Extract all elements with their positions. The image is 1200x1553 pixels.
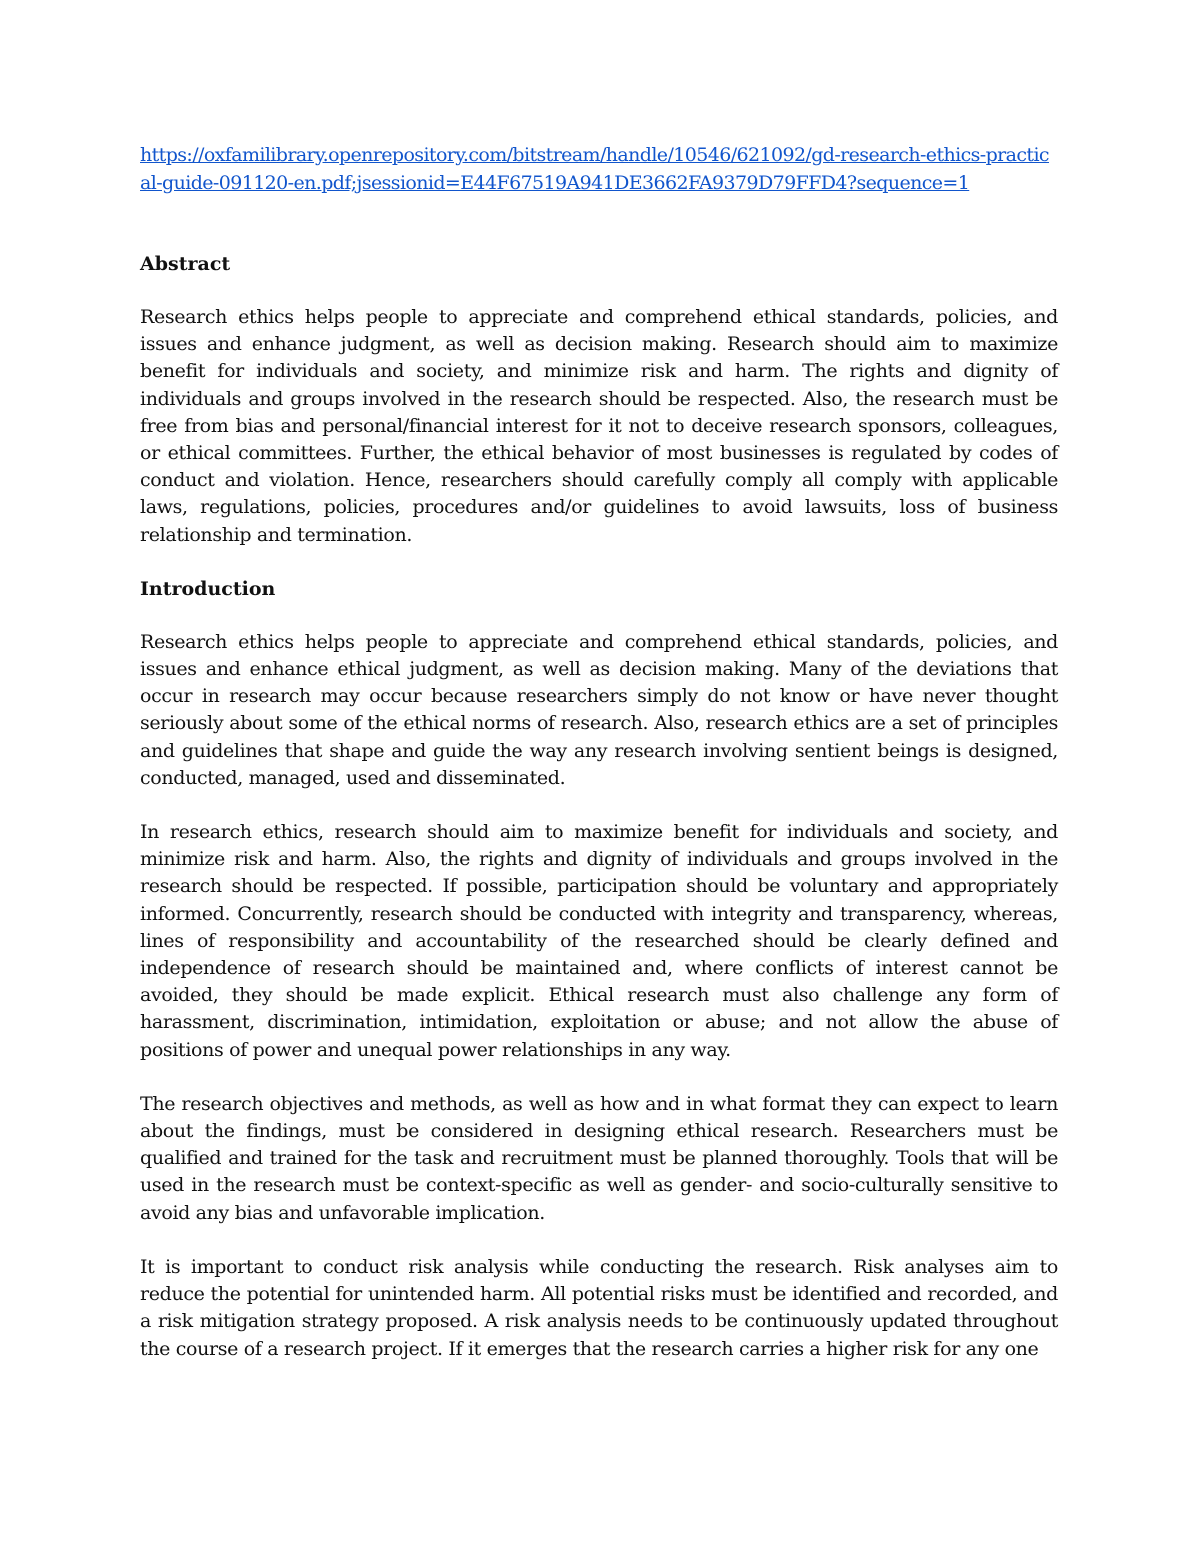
document-page — [140, 142, 1058, 1390]
introduction-paragraph-3: The research objectives and methods, as well as how and in what format they can expect to learn about the findings, must be considered in designing ethical research. Researchers must be qualified and trained for the task and recruitment must be planned thoroughly. Tools that will be used in the research must be context-specific as well as gender- and socio-culturally sensitive to avoid any bias and unfavorable implication. — [140, 1092, 1058, 1224]
introduction-paragraph-1: Research ethics helps people to appreciate and comprehend ethical standards, policies, and issues and enhance ethical judgment, as well as decision making. Many of the deviations that occur in research may occur because researchers simply do not know or have never thought seriously about some of the ethical norms of research. Also, research ethics are a set of principles and guidelines that shape and guide the way any research involving sentient beings is designed, conducted, managed, used and disseminated. — [140, 630, 1058, 789]
introduction-paragraph-2: In research ethics, research should aim to maximize benefit for individuals and society, and minimize risk and harm. Also, the rights and dignity of individuals and groups involved in the research should be respected. If possible, participation should be voluntary and appropriately informed. Concurrently, research should be conducted with integrity and transparency, whereas, lines of responsibility and accountability of the researched should be clearly defined and independence of research should be maintained and, where conflicts of interest cannot be avoided, they should be made explicit. Ethical research must also challenge any form of harassment, discrimination, intimidation, exploitation or abuse; and not allow the abuse of positions of power and unequal power relationships in any way. — [140, 821, 1058, 1061]
source-link[interactable]: https://oxfamilibrary.openrepository.com/bitstream/handle/10546/621092/gd-research-ethics-practical-guide-091120-en.pdf;jsessionid=E44F67519A941DE3662FA9379D79FFD4?sequence=1 — [140, 144, 1049, 194]
abstract-heading: Abstract — [140, 253, 231, 275]
introduction-heading: Introduction — [140, 577, 276, 600]
introduction-paragraph-4: It is important to conduct risk analysis while conducting the research. Risk analyses aim to reduce the potential for unintended harm. All potential risks must be identified and recorded, and a risk mitigation strategy proposed. A risk analysis needs to be continuously updated throughout the course of a research project. If it emerges that the research carries a higher risk for any one — [140, 1255, 1058, 1360]
abstract-paragraph: Research ethics helps people to appreciate and comprehend ethical standards, policies, and issues and enhance judgment, as well as decision making. Research should aim to maximize benefit for individuals and society, and minimize risk and harm. The rights and dignity of individuals and groups involved in the research should be respected. Also, the research must be free from bias and personal/financial interest for it not to deceive research sponsors, colleagues, or ethical committees. Further, the ethical behavior of most businesses is regulated by codes of conduct and violation. Hence, researchers should carefully comply all comply with applicable laws, regulations, policies, procedures and/or guidelines to avoid lawsuits, loss of business relationship and termination. — [140, 306, 1058, 546]
